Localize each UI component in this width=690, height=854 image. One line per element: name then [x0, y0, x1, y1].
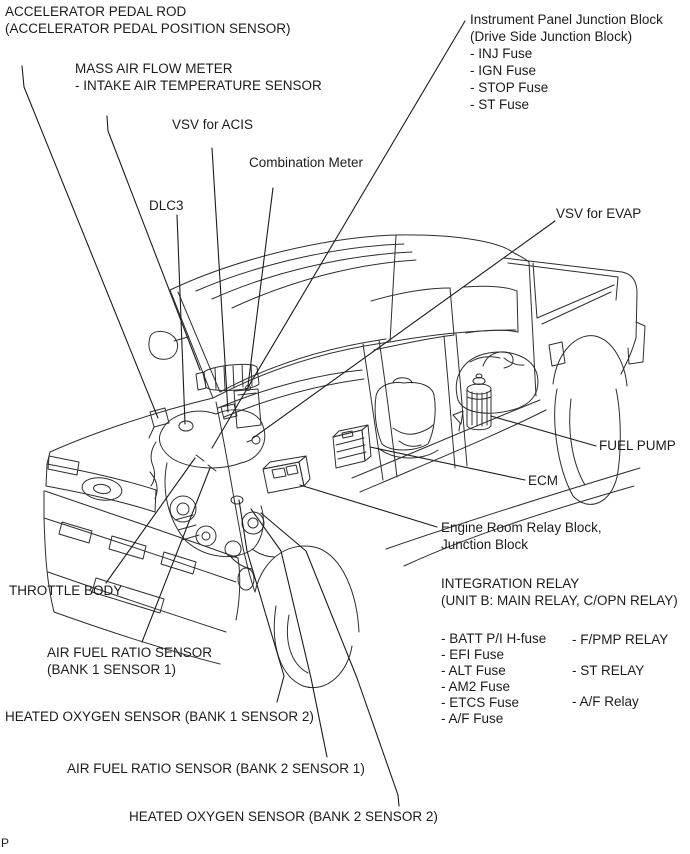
label-ho2s-b1s2: HEATED OXYGEN SENSOR (BANK 1 SENSOR 2): [5, 709, 314, 724]
leader-line-accelerator-pedal-rod: [22, 66, 158, 418]
front-tire: [274, 606, 352, 688]
leader-line-dlc3: [177, 215, 185, 424]
label-line: MASS AIR FLOW METER: [75, 61, 233, 76]
label-engine-room-relay-block: [441, 519, 602, 553]
leader-line-mass-air-flow-meter: [107, 116, 200, 370]
accelerator-rod-part: [150, 408, 169, 427]
label-line: - ST Fuse: [470, 97, 530, 112]
label-integration-relay-fuses: [441, 631, 546, 727]
cab-interior: [375, 352, 538, 458]
label-combination-meter: Combination Meter: [249, 155, 364, 170]
leader-line-combination-meter: [248, 188, 273, 386]
label-line: (UNIT B: MAIN RELAY, C/OPN RELAY): [441, 593, 678, 608]
ecm-part: [333, 425, 371, 468]
label-dlc3: DLC3: [149, 198, 184, 213]
label-fuel-pump: FUEL PUMP: [599, 438, 676, 453]
page-footer: P: [1, 836, 10, 850]
label-line: - EFI Fuse: [441, 647, 505, 662]
fuel-pump-part: [467, 374, 491, 430]
label-line: (Drive Side Junction Block): [470, 29, 633, 44]
label-accelerator-pedal-rod: [5, 3, 291, 37]
label-line: - ALT Fuse: [441, 663, 506, 678]
seat: [375, 383, 435, 450]
label-line: (BANK 1 SENSOR 1): [47, 662, 177, 677]
leader-line-fuel-pump: [491, 416, 596, 446]
label-integration-relay: [441, 575, 678, 609]
label-fpmp-relay: - F/PMP RELAY: [572, 632, 669, 647]
front-wheel-arch: [255, 546, 359, 632]
fog-lamp: [238, 568, 254, 590]
label-line: - INJ Fuse: [470, 46, 533, 61]
label-line: ACCELERATOR PEDAL ROD: [5, 4, 187, 19]
label-mass-air-flow-meter: [75, 60, 322, 94]
leader-line-throttle-body: [106, 458, 195, 583]
label-instrument-panel-junction-block: [470, 11, 663, 113]
side-mirror: [149, 331, 178, 359]
label-line: - STOP Fuse: [470, 80, 549, 95]
fuel-tank: [456, 352, 538, 413]
label-line: Engine Room Relay Block,: [441, 520, 602, 535]
label-line: - IGN Fuse: [470, 63, 537, 78]
label-line: - A/F Fuse: [441, 711, 504, 726]
truck-body-outline: [44, 235, 645, 688]
label-vsv-acis: VSV for ACIS: [172, 117, 254, 132]
rear-wheel-arch: [553, 336, 627, 386]
label-st-relay: - ST RELAY: [572, 663, 645, 678]
valve-cover: [159, 410, 264, 468]
label-line: - AM2 Fuse: [441, 679, 511, 694]
label-line: AIR FUEL RATIO SENSOR: [47, 645, 213, 660]
label-afr-b2s1: AIR FUEL RATIO SENSOR (BANK 2 SENSOR 1): [67, 761, 365, 776]
label-line: Instrument Panel Junction Block: [470, 12, 663, 27]
label-ho2s-b2s2: HEATED OXYGEN SENSOR (BANK 2 SENSOR 2): [129, 809, 438, 824]
engine-room-relay-block-part: [263, 456, 310, 493]
label-line: (ACCELERATOR PEDAL POSITION SENSOR): [5, 21, 291, 36]
leader-line-ecm: [370, 447, 525, 480]
label-af-relay: - A/F Relay: [572, 694, 639, 709]
label-ecm: ECM: [528, 473, 558, 488]
label-line: Junction Block: [441, 537, 529, 552]
label-line: - BATT P/I H-fuse: [441, 631, 547, 646]
dlc3-part: [179, 421, 193, 431]
label-throttle-body: THROTTLE BODY: [9, 583, 123, 598]
leader-line-vsv-acis: [212, 148, 228, 412]
label-line: INTEGRATION RELAY: [441, 576, 580, 591]
leader-line-engine-room-relay-block: [300, 485, 437, 527]
label-line: - ETCS Fuse: [441, 695, 520, 710]
leader-line-vsv-evap: [253, 221, 555, 438]
label-vsv-evap: VSV for EVAP: [556, 206, 642, 221]
label-line: - INTAKE AIR TEMPERATURE SENSOR: [75, 78, 322, 93]
label-afr-b1s1: [47, 644, 212, 678]
oxygen-sensor-part: [231, 496, 243, 504]
